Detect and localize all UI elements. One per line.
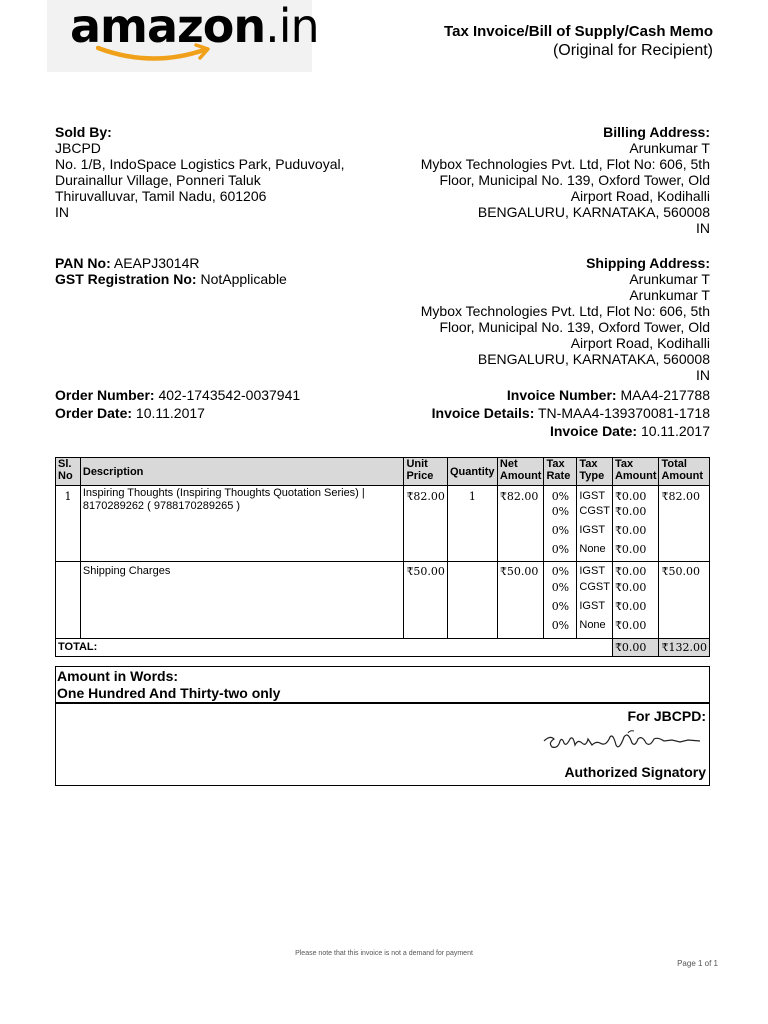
tax-type: IGST [577, 486, 613, 505]
tax-rate: 0% [544, 486, 577, 505]
seller-address-line: Thiruvalluvar, Tamil Nadu, 601206 [55, 188, 267, 204]
shipping-name: Arunkumar T [629, 287, 710, 303]
invoice-number: MAA4-217788 [620, 387, 710, 403]
invoice-number-row: Invoice Number: MAA4-217788 [506, 387, 710, 403]
item-net-amount: ₹82.00 [497, 486, 544, 562]
table-total-row [56, 639, 710, 657]
shipping-address-block [421, 255, 710, 383]
shipping-description: Shipping Charges [80, 562, 404, 639]
col-header-tax-amount: Tax Amount [612, 458, 659, 486]
shipping-address-line: Floor, Municipal No. 139, Oxford Tower, Old [439, 319, 710, 335]
invoice-subtitle: (Original for Recipient) [552, 42, 713, 59]
tax-rate: 0% [544, 581, 577, 600]
tax-amount: ₹0.00 [612, 543, 659, 562]
total-tax-amount: ₹0.00 [612, 639, 659, 657]
amount-in-words-box [55, 666, 710, 704]
invoice-title-block [444, 22, 713, 60]
col-header-quantity: Quantity [447, 458, 497, 486]
tax-type: None [577, 543, 613, 562]
invoice-details: TN-MAA4-139370081-1718 [538, 405, 710, 421]
item-total-amount: ₹82.00 [659, 486, 710, 562]
item-quantity: 1 [447, 486, 497, 562]
pan-value: AEAPJ3014R [113, 255, 200, 271]
tax-rate: 0% [544, 543, 577, 562]
shipping-label: Shipping Address: [586, 255, 710, 271]
col-header-tax-type: Tax Type [577, 458, 613, 486]
billing-address-line: Mybox Technologies Pvt. Ltd, Flot No: 606, 5th [420, 156, 710, 172]
tax-type: IGST [577, 562, 613, 581]
tax-amount: ₹0.00 [612, 600, 659, 619]
tax-type: IGST [577, 600, 613, 619]
tax-rate: 0% [544, 600, 577, 619]
seller-block [55, 124, 345, 220]
amazon-smile-icon [96, 42, 216, 64]
seller-country: IN [55, 204, 69, 220]
order-date: 10.11.2017 [135, 405, 205, 421]
invoice-info-block [432, 386, 710, 440]
billing-country: IN [696, 220, 710, 236]
col-header-description: Description [80, 458, 404, 486]
order-number-row: Order Number: 402-1743542-0037941 [55, 387, 301, 403]
shipping-address-line: Mybox Technologies Pvt. Ltd, Flot No: 606, 5th [420, 303, 710, 319]
invoice-date: 10.11.2017 [640, 423, 710, 439]
col-header-unit-price: Unit Price [404, 458, 448, 486]
tax-rate: 0% [544, 524, 577, 543]
billing-address-block [421, 124, 710, 236]
tax-amount: ₹0.00 [612, 486, 659, 505]
seller-name: JBCPD [55, 140, 101, 156]
billing-address-line: Airport Road, Kodihalli [570, 188, 710, 204]
pan-row: PAN No: AEAPJ3014R [55, 255, 200, 271]
item-unit-price: ₹82.00 [404, 486, 448, 562]
shipping-address-line: BENGALURU, KARNATAKA, 560008 [477, 351, 710, 367]
tax-rate: 0% [544, 505, 577, 524]
shipping-country: IN [696, 367, 710, 383]
signature-box [55, 702, 710, 786]
shipping-sl [56, 562, 81, 639]
shipping-quantity [447, 562, 497, 639]
item-description: Inspiring Thoughts (Inspiring Thoughts Quotation Series) | 8170289262 ( 9788170289265 ) [80, 486, 404, 562]
col-header-sl: Sl. No [56, 458, 81, 486]
shipping-name: Arunkumar T [629, 271, 710, 287]
billing-address-line: BENGALURU, KARNATAKA, 560008 [477, 204, 710, 220]
col-header-total-amount: Total Amount [659, 458, 710, 486]
signature-image [540, 727, 705, 755]
tax-type: None [577, 619, 613, 639]
seller-label: Sold By: [55, 124, 112, 140]
amount-in-words-value: One Hundred And Thirty-two only [57, 685, 281, 701]
shipping-address-line: Airport Road, Kodihalli [570, 335, 710, 351]
order-number: 402-1743542-0037941 [158, 387, 301, 403]
footer-note: Please note that this invoice is not a demand for payment [295, 950, 473, 957]
billing-label: Billing Address: [603, 124, 710, 140]
col-header-net-amount: Net Amount [497, 458, 544, 486]
invoice-title: Tax Invoice/Bill of Supply/Cash Memo [444, 23, 713, 40]
tax-rate: 0% [544, 562, 577, 581]
authorized-signatory-label: Authorized Signatory [564, 764, 706, 780]
order-date-row: Order Date: 10.11.2017 [55, 405, 205, 421]
for-seller-label: For JBCPD: [627, 708, 706, 724]
tax-amount: ₹0.00 [612, 562, 659, 581]
tax-ids-block [55, 255, 287, 287]
table-row [56, 486, 710, 505]
tax-type: CGST [577, 505, 613, 524]
billing-name: Arunkumar T [629, 140, 710, 156]
amazon-logo: amazon.in [70, 0, 319, 53]
total-label: TOTAL: [56, 639, 613, 657]
tax-amount: ₹0.00 [612, 524, 659, 543]
seller-address-line: No. 1/B, IndoSpace Logistics Park, Puduvoyal, [55, 156, 345, 172]
tax-type: IGST [577, 524, 613, 543]
tax-amount: ₹0.00 [612, 619, 659, 639]
tax-amount: ₹0.00 [612, 581, 659, 600]
col-header-tax-rate: Tax Rate [544, 458, 577, 486]
tax-amount: ₹0.00 [612, 505, 659, 524]
invoice-details-row: Invoice Details: TN-MAA4-139370081-1718 [431, 405, 710, 421]
table-row [56, 562, 710, 581]
total-amount: ₹132.00 [659, 639, 710, 657]
amount-in-words-label: Amount in Words: [57, 668, 179, 684]
item-sl: 1 [56, 486, 81, 562]
tax-rate: 0% [544, 619, 577, 639]
table-header-row [56, 458, 710, 486]
gst-row: GST Registration No: NotApplicable [55, 271, 287, 287]
shipping-net-amount: ₹50.00 [497, 562, 544, 639]
gst-value: NotApplicable [200, 271, 287, 287]
shipping-unit-price: ₹50.00 [404, 562, 448, 639]
invoice-items-table [55, 457, 710, 657]
invoice-date-row: Invoice Date: 10.11.2017 [549, 423, 710, 439]
page-number: Page 1 of 1 [677, 959, 718, 968]
tax-type: CGST [577, 581, 613, 600]
seller-address-line: Durainallur Village, Ponneri Taluk [55, 172, 261, 188]
billing-address-line: Floor, Municipal No. 139, Oxford Tower, Old [439, 172, 710, 188]
shipping-total-amount: ₹50.00 [659, 562, 710, 639]
order-info-block [55, 386, 300, 422]
